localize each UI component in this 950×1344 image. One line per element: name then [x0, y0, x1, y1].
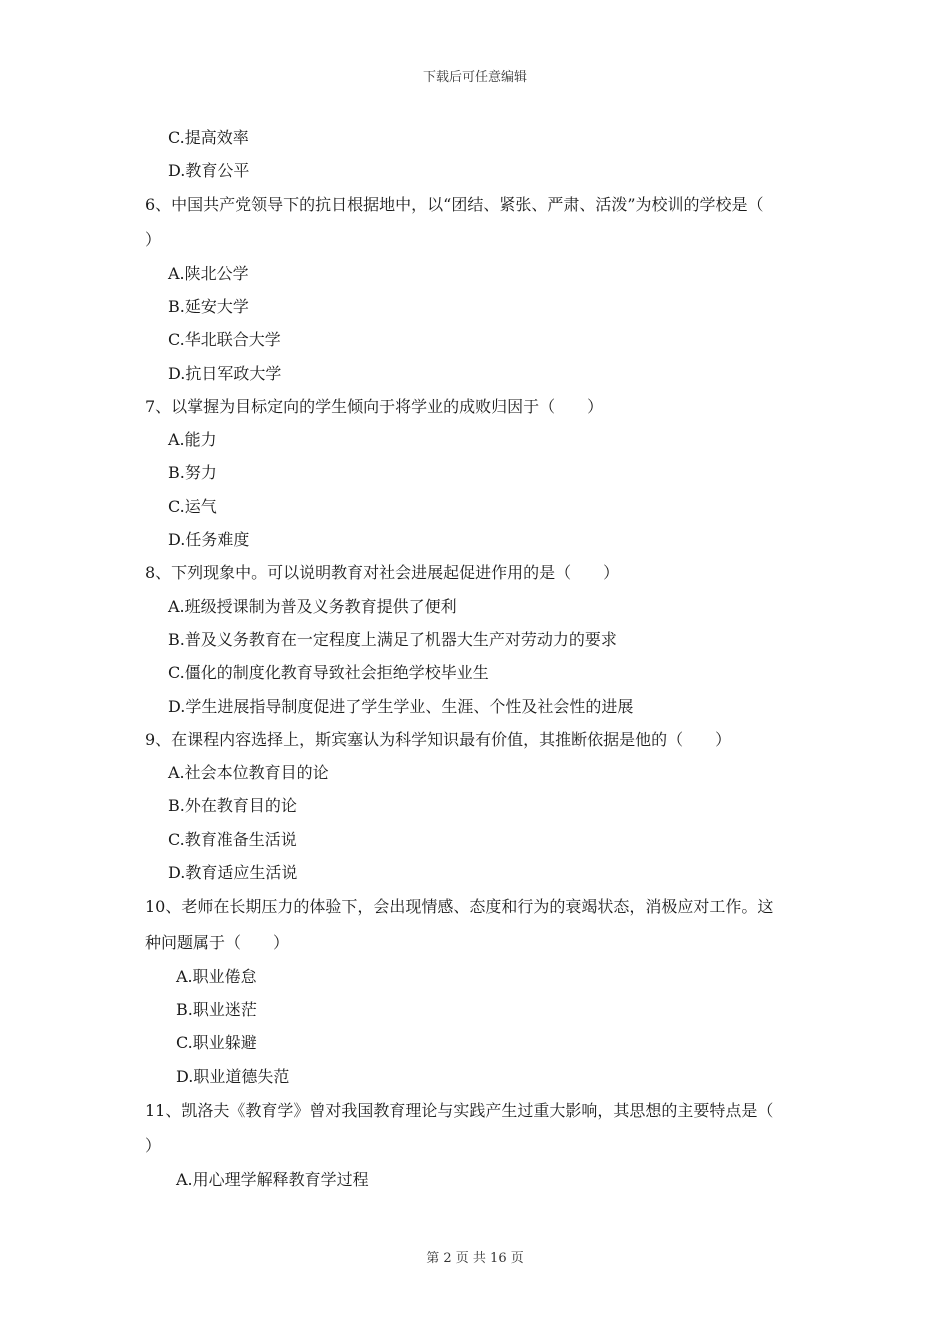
option-text: B.外在教育目的论	[168, 796, 297, 815]
question-text: 8、下列现象中。可以说明教育对社会进展起促进作用的是（ ）	[145, 563, 620, 582]
question-text: 种问题属于（ ）	[145, 933, 290, 952]
option-text: C.华北联合大学	[168, 330, 281, 349]
question-text: 11、凯洛夫《教育学》曾对我国教育理论与实践产生过重大影响，其思想的主要特点是（	[145, 1101, 774, 1120]
option-text: C.僵化的制度化教育导致社会拒绝学校毕业生	[168, 663, 489, 682]
option-text: A.职业倦怠	[176, 967, 257, 986]
option-text: B.普及义务教育在一定程度上满足了机器大生产对劳动力的要求	[168, 630, 617, 649]
option-text: A.社会本位教育目的论	[168, 763, 329, 782]
question-text: ）	[145, 230, 162, 249]
option-text: B.延安大学	[168, 297, 249, 316]
option-text: C.教育准备生活说	[168, 830, 297, 849]
option-text: D.教育公平	[168, 161, 250, 180]
question-text: 9、在课程内容选择上，斯宾塞认为科学知识最有价值，其推断依据是他的（ ）	[145, 730, 732, 749]
question-text: 10、老师在长期压力的体验下，会出现情感、态度和行为的衰竭状态，消极应对工作。这	[145, 897, 774, 916]
option-text: A.班级授课制为普及义务教育提供了便利	[168, 597, 457, 616]
option-text: D.任务难度	[168, 530, 250, 549]
option-text: B.职业迷茫	[176, 1000, 257, 1019]
option-text: D.职业道德失范	[176, 1067, 290, 1086]
option-text: A.陕北公学	[168, 264, 249, 283]
option-text: B.努力	[168, 463, 217, 482]
option-text: C.运气	[168, 497, 217, 516]
question-text: 7、以掌握为目标定向的学生倾向于将学业的成败归因于（ ）	[145, 397, 604, 416]
question-text: ）	[145, 1136, 162, 1155]
option-text: C.职业躲避	[176, 1033, 257, 1052]
page-header: 下载后可任意编辑	[422, 70, 527, 85]
option-text: A.用心理学解释教育学过程	[176, 1170, 369, 1189]
option-text: D.教育适应生活说	[168, 863, 298, 882]
option-text: C.提高效率	[168, 128, 249, 147]
option-text: A.能力	[168, 430, 217, 449]
question-text: 6、中国共产党领导下的抗日根据地中，以“团结、紧张、严肃、活泼”为校训的学校是（	[145, 195, 764, 214]
option-text: D.学生进展指导制度促进了学生学业、生涯、个性及社会性的进展	[168, 697, 634, 716]
option-text: D.抗日军政大学	[168, 364, 282, 383]
page-footer: 第 2 页 共 16 页	[426, 1251, 524, 1266]
